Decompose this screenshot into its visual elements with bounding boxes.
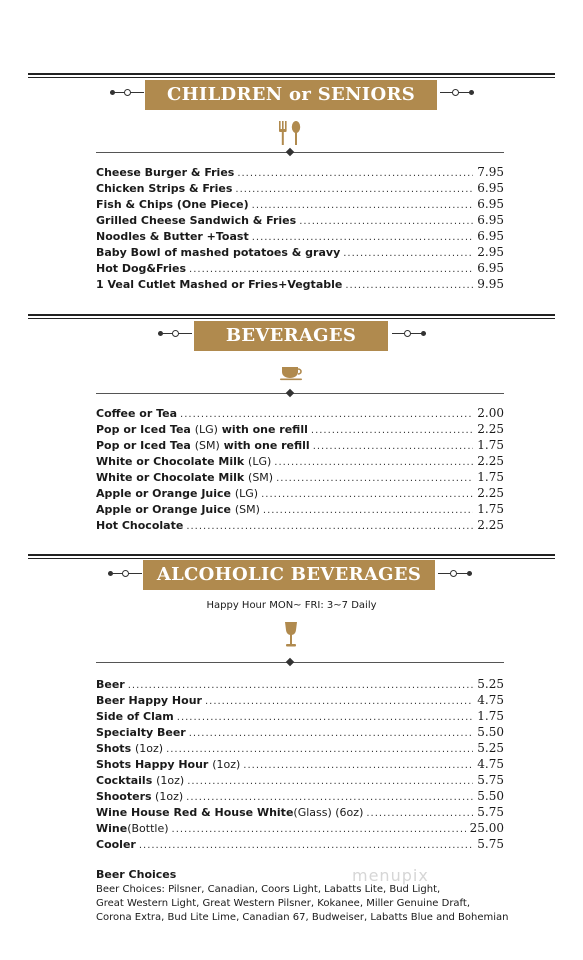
list-item: Shooters (1oz) ..... 5.50 — [96, 789, 504, 805]
watermark-logo: menupix — [352, 866, 429, 885]
list-item: Shots Happy Hour (1oz) ..... 4.75 — [96, 757, 504, 773]
list-item: White or Chocolate Milk (SM) ..... 1.75 — [96, 470, 504, 486]
list-item: Fish & Chips (One Piece) ..... 6.95 — [96, 197, 504, 213]
list-item: Chicken Strips & Fries ..... 6.95 — [96, 181, 504, 197]
list-item: Pop or Iced Tea (SM) with one refill ..... 1.75 — [96, 438, 504, 454]
beer-choices-line: Corona Extra, Bud Lite Lime, Canadian 67, Budweiser, Labatts Blue and Bohemian — [96, 912, 509, 923]
divider-diamond — [286, 389, 294, 397]
list-item: Wine(Bottle) ..... 25.00 — [96, 821, 504, 837]
list-item: Side of Clam ..... 1.75 — [96, 709, 504, 725]
banner-ornament-left — [108, 569, 142, 579]
beverages-menu-list — [96, 406, 504, 534]
banner-ornament-right — [438, 569, 472, 579]
list-item: Beer ..... 5.25 — [96, 677, 504, 693]
divider — [96, 662, 504, 663]
happy-hour-note: Happy Hour MON~ FRI: 3~7 Daily — [206, 600, 377, 611]
list-item: Hot Dog&Fries ..... 6.95 — [96, 261, 504, 277]
list-item: Apple or Orange Juice (LG) ..... 2.25 — [96, 486, 504, 502]
divider — [96, 152, 504, 153]
list-item: Noodles & Butter +Toast ..... 6.95 — [96, 229, 504, 245]
fork-spoon-icon — [277, 119, 303, 147]
banner-ornament-left — [158, 329, 192, 339]
beer-choices-line: Great Western Light, Great Western Pilsner, Kokanee, Miller Genuine Draft, — [96, 898, 471, 909]
beer-choices-title: Beer Choices — [96, 868, 177, 881]
list-item: Beer Happy Hour ..... 4.75 — [96, 693, 504, 709]
children-menu-list — [96, 165, 504, 293]
banner-ornament-right — [392, 329, 426, 339]
list-item: Cocktails (1oz) ..... 5.75 — [96, 773, 504, 789]
list-item: Hot Chocolate ..... 2.25 — [96, 518, 504, 534]
banner-ornament-left — [110, 88, 144, 98]
section-title-alcoholic: ALCOHOLIC BEVERAGES — [143, 560, 435, 590]
section-title-beverages: BEVERAGES — [194, 321, 388, 351]
beer-choices-line: Beer Choices: Pilsner, Canadian, Coors Light, Labatts Lite, Bud Light, — [96, 884, 441, 895]
section-title-children: CHILDREN or SENIORS — [145, 80, 437, 110]
wine-glass-icon — [281, 620, 301, 650]
list-item: Specialty Beer ..... 5.50 — [96, 725, 504, 741]
list-item: Baby Bowl of mashed potatoes & gravy ..... 2.95 — [96, 245, 504, 261]
banner-ornament-right — [440, 88, 474, 98]
coffee-cup-icon — [279, 365, 305, 381]
list-item: Apple or Orange Juice (SM) ..... 1.75 — [96, 502, 504, 518]
alcoholic-menu-list — [96, 677, 504, 853]
list-item: Grilled Cheese Sandwich & Fries ..... 6.95 — [96, 213, 504, 229]
list-item: Wine House Red & House White(Glass) (6oz) ..... 5.75 — [96, 805, 504, 821]
list-item: Coffee or Tea ..... 2.00 — [96, 406, 504, 422]
list-item: Shots (1oz) ..... 5.25 — [96, 741, 504, 757]
section-top-rule — [28, 554, 555, 559]
list-item: Cooler ..... 5.75 — [96, 837, 504, 853]
list-item: White or Chocolate Milk (LG) ..... 2.25 — [96, 454, 504, 470]
list-item: 1 Veal Cutlet Mashed or Fries+Vegtable ..... 9.95 — [96, 277, 504, 293]
divider-diamond — [286, 658, 294, 666]
section-top-rule — [28, 314, 555, 319]
list-item: Pop or Iced Tea (LG) with one refill ..... 2.25 — [96, 422, 504, 438]
divider — [96, 393, 504, 394]
section-top-rule — [28, 73, 555, 78]
beer-choices — [96, 868, 516, 925]
list-item: Cheese Burger & Fries ..... 7.95 — [96, 165, 504, 181]
divider-diamond — [286, 148, 294, 156]
